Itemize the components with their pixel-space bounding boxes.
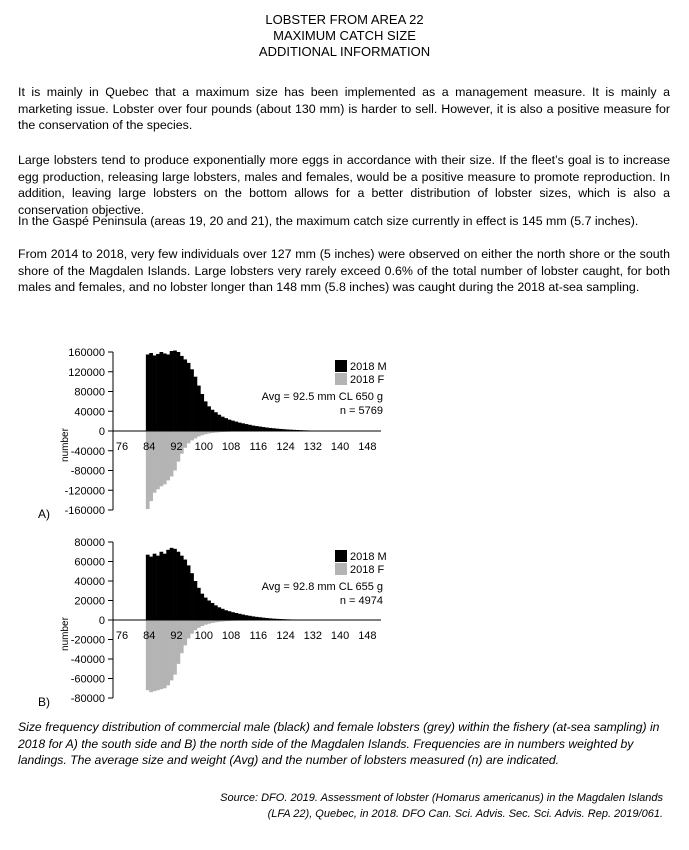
male-bar [146, 354, 150, 431]
male-bar [204, 598, 208, 620]
male-bar [204, 401, 208, 431]
legend-swatch-female [335, 563, 347, 575]
male-bar [252, 426, 256, 431]
x-tick-label: 116 [249, 630, 268, 642]
male-bar [224, 610, 228, 620]
male-bar [180, 356, 184, 431]
female-bar [194, 620, 198, 630]
page-header [0, 12, 689, 60]
source-citation [143, 790, 663, 822]
paragraph-2: Large lobsters tend to produce exponentially more eggs in accordance with their size. If the fleet’s goal is to increase egg production, releasing large lobsters, males and females, would be a positive measure to promote reproduction. In addition, leaving large lobsters on the bottom allows for a better distribution of lobster sizes, which is also a conservation objective. [18, 153, 670, 217]
female-bar [156, 620, 160, 690]
male-bar [231, 612, 235, 620]
male-bar [207, 601, 211, 621]
y-tick-label: -80000 [70, 465, 105, 478]
male-bar [197, 386, 201, 431]
male-bar [187, 565, 191, 620]
x-tick-label: 84 [143, 630, 156, 642]
male-bar [190, 573, 194, 620]
male-bar [231, 421, 235, 431]
y-tick-label: -40000 [70, 445, 105, 458]
female-bar [197, 620, 201, 628]
male-bar [183, 359, 187, 431]
legend-swatch-female [335, 373, 347, 385]
male-bar [166, 550, 170, 620]
male-bar [170, 548, 174, 620]
female-bar [190, 620, 194, 634]
male-bar [217, 415, 221, 431]
female-bar [159, 620, 163, 689]
female-bar [156, 431, 160, 489]
male-bar [211, 603, 215, 620]
male-bar [238, 614, 242, 620]
figure-caption: Size frequency distribution of commercial male (black) and female lobsters (grey) within the fishery (at-sea sampling) in 2018 for A) the south side and B) the north side of the Magdalen Islands. Frequencies are in numbers weighted by landings. The average size and weight (Avg) and the number of lobsters measured (n) are indicated. [18, 720, 660, 767]
x-tick-label: 76 [115, 441, 129, 453]
male-bar [238, 423, 242, 431]
male-bar [187, 363, 191, 431]
y-tick-label: 80000 [74, 386, 105, 399]
y-tick-label: 40000 [74, 406, 105, 419]
male-bar [170, 351, 174, 431]
source-line-1: Source: DFO. 2019. Assessment of lobster (Homarus americanus) in the Magdalen Islands [220, 792, 663, 804]
female-bar [166, 431, 170, 480]
female-bar [194, 431, 198, 438]
male-bar [180, 556, 184, 620]
male-bar [241, 423, 245, 431]
y-tick-label: 20000 [74, 595, 105, 608]
paragraph-1: It is mainly in Quebec that a maximum size has been implemented as a management measure. It is mainly a marketing issue. Lobster over four pounds (about 130 mm) is harder to sell. However, it is also a positive measure for the conservation of the species. [18, 85, 670, 132]
male-bar [207, 406, 211, 431]
source-line-2: (LFA 22), Quebec, in 2018. DFO Can. Sci. Advis. Sec. Sci. Advis. Rep. 2019/061. [267, 808, 663, 820]
x-tick-label: 140 [330, 441, 350, 453]
female-bar [170, 431, 174, 476]
female-bar [207, 620, 211, 624]
y-tick-label: 120000 [68, 366, 105, 379]
x-tick-label: 140 [330, 630, 350, 642]
y-tick-label: 80000 [74, 537, 105, 549]
male-bar [252, 616, 256, 620]
female-bar [200, 620, 204, 626]
legend-label-female: 2018 F [350, 564, 385, 576]
male-bar [177, 552, 181, 620]
male-bar [173, 351, 177, 431]
annotation-n: n = 4974 [339, 595, 383, 607]
y-tick-label: -20000 [70, 634, 105, 647]
male-bar [217, 607, 221, 620]
histogram-north-side [0, 532, 689, 722]
male-bar [214, 605, 218, 620]
male-bar [241, 615, 245, 620]
female-bar [200, 431, 204, 435]
male-bar [234, 613, 238, 620]
y-tick-label: 160000 [68, 347, 105, 359]
paragraph-3: In the Gaspé Peninsula (areas 19, 20 and 21), the maximum catch size currently in effect is 145 mm (5.7 inches). [18, 214, 639, 228]
male-bar [245, 424, 249, 431]
x-tick-label: 100 [194, 441, 213, 453]
x-tick-label: 76 [115, 630, 129, 642]
male-bar [173, 549, 177, 620]
male-bar [159, 552, 163, 620]
female-bar [183, 431, 187, 448]
male-bar [177, 352, 181, 431]
y-tick-label: -60000 [70, 673, 105, 686]
male-bar [163, 554, 167, 620]
header-title: LOBSTER FROM AREA 22 [265, 12, 424, 27]
histogram-south-side [0, 342, 689, 532]
male-bar [262, 427, 266, 431]
female-bar [187, 431, 191, 443]
panel-label: A) [38, 507, 50, 521]
x-tick-label: 92 [170, 630, 183, 642]
male-bar [200, 394, 204, 431]
y-tick-label: 60000 [74, 556, 105, 569]
female-bar [204, 620, 208, 625]
male-bar [149, 557, 153, 620]
male-bar [146, 555, 150, 620]
male-bar [183, 560, 187, 620]
header-subtitle-2: ADDITIONAL INFORMATION [258, 44, 431, 59]
y-tick-label: 0 [98, 426, 105, 438]
male-bar [211, 410, 215, 431]
male-bar [265, 428, 269, 431]
male-bar [228, 420, 232, 431]
male-bar [149, 353, 153, 431]
y-tick-label: 40000 [74, 576, 105, 588]
male-bar [228, 611, 232, 620]
y-tick-label: -160000 [64, 505, 105, 517]
legend-label-male: 2018 M [350, 551, 387, 563]
male-bar [153, 554, 157, 620]
header-subtitle: MAXIMUM CATCH SIZE [273, 28, 416, 43]
panel-label: B) [38, 695, 50, 709]
male-bar [166, 354, 170, 431]
x-tick-label: 132 [303, 441, 323, 453]
male-bar [258, 427, 262, 431]
x-tick-label: 92 [170, 441, 183, 453]
female-bar [190, 431, 194, 440]
male-bar [156, 354, 160, 431]
male-bar [194, 581, 198, 620]
male-bar [163, 353, 167, 431]
y-tick-label: -80000 [70, 693, 105, 705]
male-bar [156, 556, 160, 620]
y-tick-label: -40000 [70, 654, 105, 666]
x-tick-label: 148 [358, 630, 377, 642]
male-bar [224, 418, 228, 431]
male-bar [221, 609, 225, 620]
male-bar [153, 355, 157, 431]
male-bar [190, 369, 194, 431]
annotation-n: n = 5769 [339, 405, 383, 417]
paragraph-4: From 2014 to 2018, very few individuals over 127 mm (5 inches) were observed on either the north shore or the south shore of the Magdalen Islands. Large lobsters very rarely exceed 0.6% of the total number of lobster caught, for both males and females, and no lobster longer than 148 mm (5.8 inches) was caught during the 2018 at-sea sampling. [18, 247, 670, 294]
female-bar [159, 431, 163, 486]
male-bar [214, 412, 218, 431]
x-tick-label: 148 [358, 441, 377, 453]
x-tick-label: 84 [143, 441, 156, 453]
male-bar [248, 616, 252, 620]
legend-label-female: 2018 F [350, 374, 385, 386]
y-axis-label: number [60, 428, 71, 462]
y-tick-label: 0 [98, 615, 105, 627]
x-tick-label: 116 [249, 441, 268, 453]
annotation-avg: Avg = 92.8 mm CL 655 g [261, 581, 383, 593]
x-tick-label: 100 [194, 630, 213, 642]
male-bar [200, 594, 204, 620]
y-tick-label: -120000 [64, 485, 105, 498]
male-bar [159, 352, 163, 431]
female-bar [163, 620, 167, 688]
female-bar [173, 620, 177, 675]
male-bar [255, 426, 259, 431]
x-tick-label: 124 [276, 441, 295, 453]
female-bar [197, 431, 201, 436]
male-bar [221, 417, 225, 431]
x-tick-label: 108 [221, 441, 241, 453]
legend-label-male: 2018 M [350, 361, 387, 373]
male-bar [248, 425, 252, 431]
annotation-avg: Avg = 92.5 mm CL 650 g [261, 391, 383, 403]
legend-swatch-male [335, 360, 347, 372]
female-bar [183, 620, 187, 645]
x-tick-label: 108 [221, 630, 241, 642]
male-bar [245, 615, 249, 620]
male-bar [234, 422, 238, 431]
y-axis-label: number [60, 617, 71, 651]
legend-swatch-male [335, 550, 347, 562]
female-bar [187, 620, 191, 639]
male-bar [197, 588, 201, 620]
x-tick-label: 124 [276, 630, 295, 642]
x-tick-label: 132 [303, 630, 323, 642]
male-bar [194, 377, 198, 431]
female-bar [163, 431, 167, 484]
